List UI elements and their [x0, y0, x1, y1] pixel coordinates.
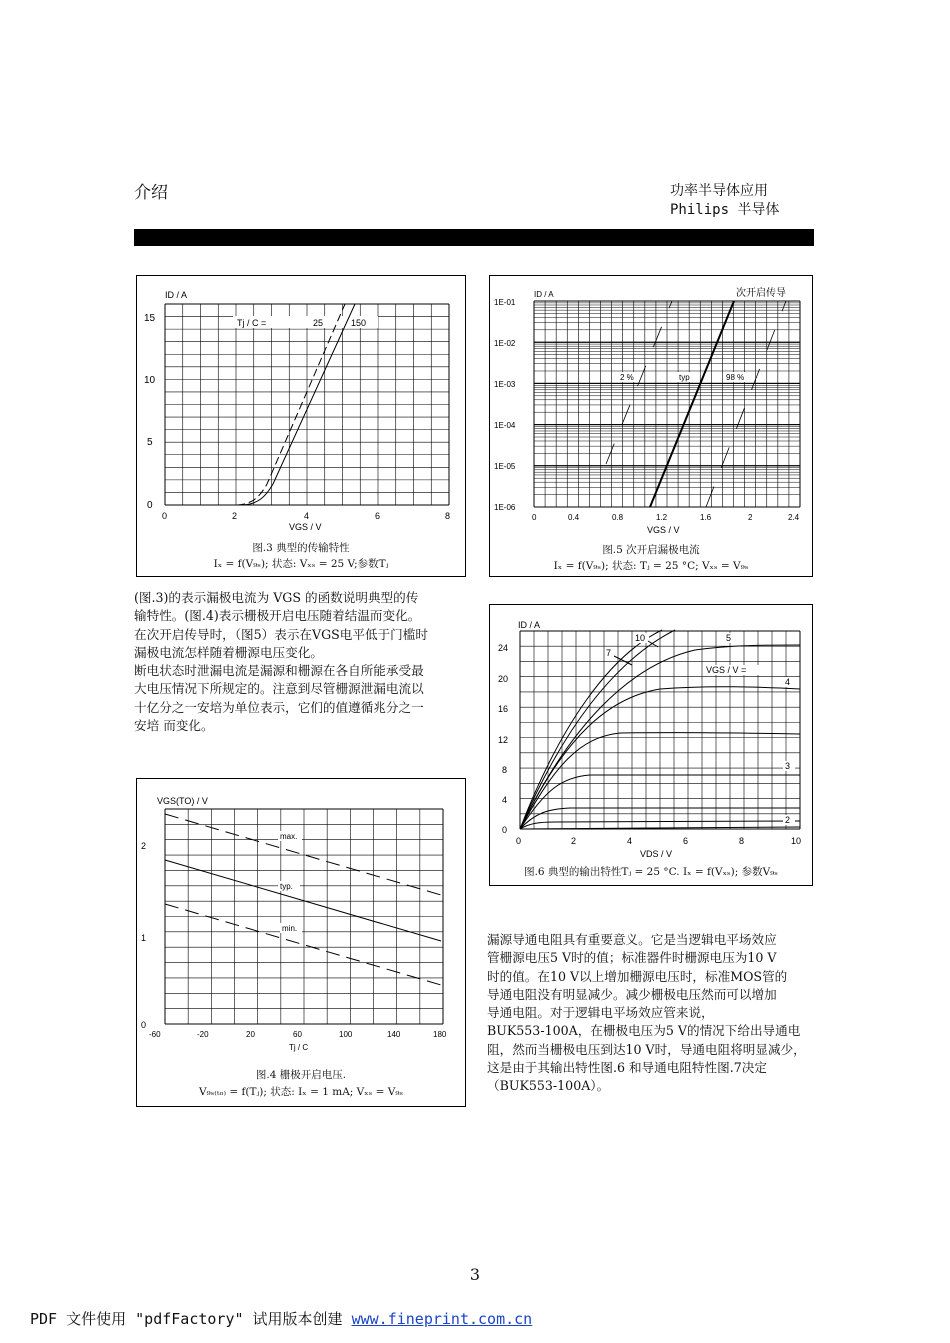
fig3-caption-title: 图.3 典型的传输特性	[252, 542, 350, 554]
fig6-ytick: 16	[498, 704, 509, 714]
text-line: 这是由于其输出特性图.6 和导通电阻特性图.7决定	[487, 1060, 767, 1076]
fig6-caption: 图.6 典型的输出特性Tⱼ = 25 °C. Iₓ = f(Vₓₛ); 参数V₉ₛ	[524, 866, 778, 878]
fig4-xtick: -60	[149, 1030, 161, 1039]
fig5-xtick: 0.8	[612, 513, 624, 522]
footer-text: PDF 文件使用 "pdfFactory" 试用版本创建	[30, 1310, 352, 1328]
section-title: 介绍	[134, 183, 168, 203]
fig6-xtick: 10	[791, 836, 802, 846]
fig3-xtick: 4	[304, 511, 310, 521]
fig4-ylabel: VGS(TO) / V	[157, 796, 208, 806]
fig4-xtick: 60	[293, 1030, 302, 1039]
fig3-ylabel: ID / A	[165, 290, 188, 300]
fig5-xtick: 0	[532, 513, 537, 522]
fig4-ytick: 1	[141, 933, 147, 943]
fig5-caption-title: 图.5 次开启漏极电流	[602, 544, 700, 556]
fig5-lbl-2: 2 %	[620, 373, 634, 382]
fig5-curve-98pct	[706, 301, 786, 507]
text-line: 时的值。在10 V以上增加栅源电压时，标准MOS管的	[487, 968, 788, 984]
fig6-ytick: 20	[498, 674, 509, 684]
fig5-lbl-98: 98 %	[726, 373, 745, 382]
text-line: 输特性。(图.4)表示栅极开启电压随着结温而变化。	[134, 608, 421, 624]
fig6-curve-label-4: 4	[785, 677, 791, 687]
fig4-xtick: 100	[339, 1030, 353, 1039]
body-paragraph-1	[134, 589, 469, 735]
fig4-caption-title: 图.4 栅极开启电压.	[255, 1069, 347, 1081]
figure-4	[136, 778, 466, 1107]
text-line: 大电压情况下所规定的。注意到尽管栅源泄漏电流以	[134, 681, 424, 697]
fig5-corner-label: 次开启传导	[736, 288, 786, 299]
fig6-curve-vgs10	[520, 630, 662, 829]
fig6-ytick: 24	[498, 643, 509, 653]
body-paragraph-2	[487, 931, 822, 1096]
fig6-xtick: 0	[516, 836, 522, 846]
fig5-ytick: 1E-02	[494, 339, 516, 348]
fig5-ytick: 1E-04	[494, 421, 516, 430]
fig5-ytick: 1E-06	[494, 503, 516, 512]
fig3-xtick: 2	[232, 511, 238, 521]
fig4-xtick: 20	[246, 1030, 255, 1039]
page-number: 3	[469, 1265, 481, 1284]
fig3-legend-25: 25	[313, 318, 324, 328]
footer-link[interactable]: www.fineprint.com.cn	[351, 1310, 533, 1328]
text-line: BUK553-100A，在栅极电压为5 V的情况下给出导通电	[487, 1023, 801, 1039]
pdf-footer	[30, 1308, 532, 1329]
fig5-xtick: 2	[748, 513, 753, 522]
fig6-chart	[490, 605, 812, 885]
figure-5	[489, 275, 813, 577]
fig5-caption-detail: Iₓ = f(V₉ₛ); 状态: Tⱼ = 25 °C; Vₓₛ = V₉ₛ	[553, 560, 749, 572]
fig5-xlabel: VGS / V	[647, 525, 680, 535]
text-line: (图.3)的表示漏极电流为 VGS 的函数说明典型的传	[134, 590, 419, 605]
fig3-ytick: 0	[147, 500, 153, 511]
fig5-chart	[490, 276, 812, 576]
fig3-ytick: 5	[147, 437, 153, 448]
figure-6	[489, 604, 813, 886]
fig6-vgs-label: VGS / V =	[706, 665, 747, 675]
fig3-ytick: 10	[144, 375, 156, 386]
text-line: 在次开启传导时，（图5）表示在VGS电平低于门槛时	[134, 626, 428, 642]
fig4-xtick: -20	[197, 1030, 209, 1039]
fig6-curve-label-7: 7	[606, 648, 612, 658]
fig6-ytick: 4	[502, 795, 508, 805]
fig5-curve-2pct	[606, 301, 672, 464]
fig3-xtick: 0	[162, 511, 168, 521]
figure-3	[136, 275, 466, 577]
fig3-xlabel: VGS / V	[289, 522, 322, 532]
fig6-curve-label-2: 2	[785, 815, 791, 825]
text-line: 导通电阻。对于逻辑电平场效应管来说，	[487, 1005, 714, 1021]
fig4-ytick: 0	[141, 1020, 147, 1030]
fig5-xtick: 2.4	[788, 513, 800, 522]
fig5-ylabel: ID / A	[534, 290, 554, 299]
fig5-ytick: 1E-05	[494, 462, 516, 471]
fig4-line-min	[165, 904, 441, 985]
fig4-lbl-typ: typ.	[280, 882, 293, 891]
fig3-xtick: 6	[375, 511, 381, 521]
fig6-xlabel: VDS / V	[640, 849, 673, 859]
fig3-legend-label: Tj / C =	[237, 318, 267, 328]
text-line: 十亿分之一安培为单位表示，它们的值遵循兆分之一	[134, 699, 424, 715]
fig6-ylabel: ID / A	[518, 620, 541, 630]
text-line: 阻，然而当栅极电压到达10 V时，导通电阻将明显减少，	[487, 1041, 806, 1057]
header-subtitle: 功率半导体应用	[670, 183, 768, 199]
fig5-xtick: 0.4	[568, 513, 580, 522]
fig6-ytick: 12	[498, 735, 509, 745]
fig4-line-typ	[165, 860, 441, 941]
text-line: 漏极电流怎样随着栅源电压变化。	[134, 644, 323, 660]
fig6-xtick: 6	[683, 836, 689, 846]
text-line: 管栅源电压5 V时的值；标准器件时栅源电压为10 V	[487, 950, 777, 966]
fig4-xtick: 180	[433, 1030, 447, 1039]
fig3-ytick: 15	[144, 313, 156, 324]
fig5-grid	[534, 301, 800, 507]
fig6-curve-vgs7	[520, 630, 675, 829]
text-line: 漏源导通电阻具有重要意义。它是当逻辑电平场效应	[487, 932, 777, 947]
fig6-ytick: 0	[502, 825, 508, 835]
text-line: 安培 而变化。	[134, 718, 214, 734]
fig5-xtick: 1.2	[656, 513, 668, 522]
fig4-chart	[137, 779, 465, 1106]
text-line: 导通电阻没有明显减少。减少栅极电压然而可以增加	[487, 986, 777, 1002]
fig3-grid	[165, 304, 449, 505]
fig6-ytick: 8	[502, 765, 508, 775]
fig6-xtick: 8	[739, 836, 745, 846]
fig3-legend-150: 150	[351, 318, 367, 328]
fig5-ytick: 1E-01	[494, 298, 516, 307]
fig5-xtick: 1.6	[700, 513, 712, 522]
fig4-xtick: 140	[387, 1030, 401, 1039]
fig4-caption-detail: V₉ₛ₍ₜₒ₎ = f(Tⱼ); 状态: Iₓ = 1 mA; Vₓₛ = V₉ₛ	[198, 1086, 404, 1098]
text-line: 断电状态时泄漏电流是漏源和栅源在各自所能承受最	[134, 663, 424, 679]
fig4-ytick: 2	[141, 841, 147, 851]
fig4-lbl-max: max.	[280, 832, 298, 841]
fig4-xlabel: Tj / C	[289, 1043, 309, 1052]
fig6-xtick: 2	[571, 836, 577, 846]
fig5-ytick: 1E-03	[494, 380, 516, 389]
fig3-caption-detail: Iₓ = f(V₉ₛ); 状态: Vₓₛ = 25 V;参数Tⱼ	[213, 558, 389, 570]
fig3-chart	[137, 276, 465, 576]
fig5-curve-typ	[650, 301, 734, 507]
header-rule	[134, 229, 814, 246]
fig3-xtick: 8	[445, 511, 451, 521]
fig4-line-max	[165, 814, 441, 895]
fig6-xtick: 4	[627, 836, 633, 846]
fig4-lbl-min: min.	[282, 924, 298, 933]
text-line: （BUK553-100A）。	[487, 1078, 610, 1094]
fig6-curve-label-3: 3	[785, 761, 791, 771]
header-company: Philips 半导体	[670, 202, 780, 218]
fig6-curve-label-5: 5	[726, 633, 732, 643]
fig6-grid	[520, 631, 800, 829]
fig5-lbl-typ: typ	[679, 373, 690, 382]
fig6-curve-label-10: 10	[635, 633, 646, 643]
